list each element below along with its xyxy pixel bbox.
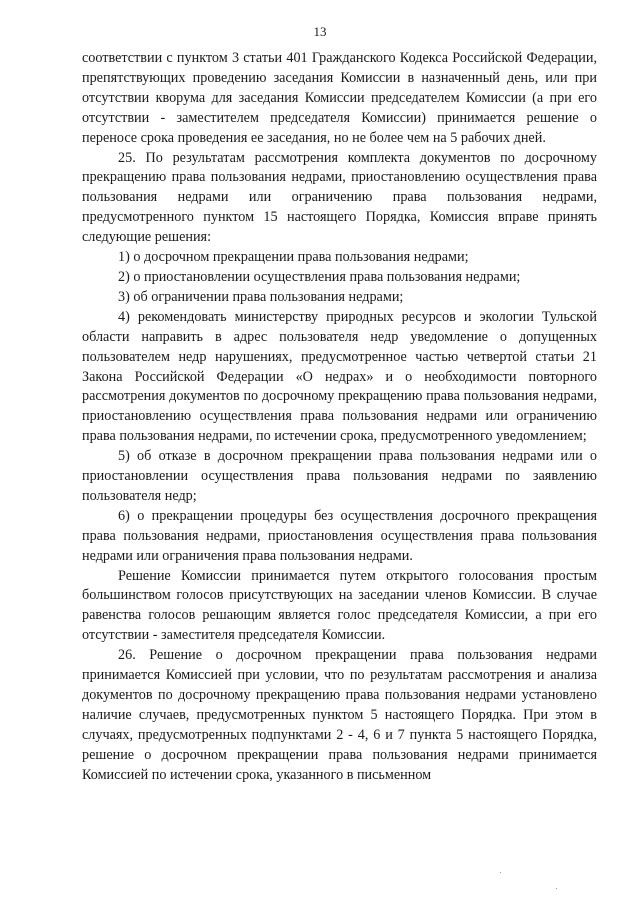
document-body <box>82 49 597 786</box>
page-number: 13 <box>313 24 327 39</box>
list-item-decision-4: 4) рекомендовать министерству природных ресурсов и экологии Тульской области направить в адрес пользователя недр уведомление о допущенных пользователем недр нарушениях, предусмотренное частью четвертой статьи 21 Закона Российской Федерации «О недрах» и о необходимости повторного рассмотрения документов по досрочному прекращению права пользования недрами, приостановлению осуществления права пользования недрами или ограничению права пользования недрами, по истечении срока, предусмотренного уведомлением; <box>82 308 597 445</box>
paragraph-voting-rules: Решение Комиссии принимается путем открытого голосования простым большинством голосов присутствующих на заседании членов Комиссии. В случае равенства голосов решающим является голос председателя Комиссии, а при его отсутствии - заместителя председателя Комиссии. <box>82 567 597 644</box>
list-item-decision-6: 6) о прекращении процедуры без осуществления досрочного прекращения права пользования недрами, приостановления осуществления права пользования недрами или ограничения права пользования недрами. <box>82 507 597 564</box>
paragraph-clause-26: 26. Решение о досрочном прекращении права пользования недрами принимается Комиссией при условии, что по результатам рассмотрения и анализа документов по досрочному прекращению права пользования недрами установлено наличие случаев, предусмотренных пунктом 5 настоящего Порядка. При этом в случаях, предусмотренных подпунктами 2 - 4, 6 и 7 пункта 5 настоящего Порядка, решение о досрочном прекращении права пользования недрами принимается Комиссией по истечении срока, указанного в письменном <box>82 647 597 783</box>
list-item-decision-3: 3) об ограничении права пользования недрами; <box>118 288 404 305</box>
list-item-decision-2: 2) о приостановлении осуществления права пользования недрами; <box>118 268 521 285</box>
list-item-decision-1: 1) о досрочном прекращении права пользования недрами; <box>118 249 469 266</box>
paragraph-continuation: соответствии с пунктом 3 статьи 401 Гражданского Кодекса Российской Федерации, препятствующих проведению заседания Комиссии в назначенный день, или при отсутствии кворума для заседания Комиссии председателем Комиссии (а при его отсутствии - заместителем председателя Комиссии) принимается решение о переносе срока проведения ее заседания, но не более чем на 5 рабочих дней. <box>82 50 597 146</box>
scan-speck <box>556 888 557 889</box>
scan-speck <box>500 872 501 873</box>
paragraph-clause-25: 25. По результатам рассмотрения комплекта документов по досрочному прекращению права пользования недрами, приостановлению осуществления права пользования недрами или ограничению права пользования недрами, предусмотренного пунктом 15 настоящего Порядка, Комиссия вправе принять следующие решения: <box>82 149 597 246</box>
list-item-decision-5: 5) об отказе в досрочном прекращении права пользования недрами или о приостановлении осуществления права пользования недрами по заявлению пользователя недр; <box>82 448 597 504</box>
